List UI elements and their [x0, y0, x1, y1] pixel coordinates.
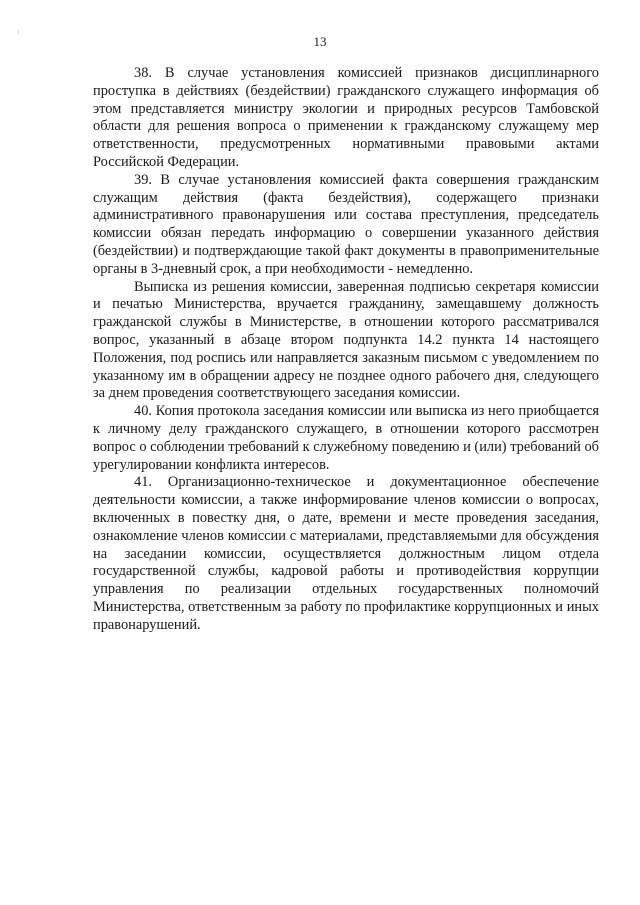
document-body — [93, 65, 599, 635]
paragraph-extract: Выписка из решения комиссии, заверенная подписью секретаря комиссии и печатью Министерства, вручается гражданину, замещавшему должность гражданской службы в Министерстве, в отношении которого рассматривался вопрос, указанный в абзаце втором подпункта 14.2 пункта 14 настоящего Положения, под роспись или направляется заказным письмом с уведомлением по указанному им в обращении адресу не позднее одного рабочего дня, следующего за днем проведения соответствующего заседания комиссии. — [93, 278, 599, 402]
page-number: 13 — [313, 34, 327, 49]
paragraph-41: 41. Организационно-техническое и документационное обеспечение деятельности комиссии, а также информирование членов комиссии о вопросах, включенных в повестку дня, о дате, времени и месте проведения заседания, ознакомление членов комиссии с материалами, представляемыми для обсуждения на заседании комиссии, осуществляется должностным лицом отдела государственной службы, кадровой работы и противодействия коррупции управления по реализации отдельных государственных полномочий Министерства, ответственным за работу по профилактике коррупционных и иных правонарушений. — [93, 474, 599, 633]
paragraph-39: 39. В случае установления комиссией факта совершения гражданским служащим действия (факта бездействия), содержащего признаки административного правонарушения или состава преступления, председатель комиссии обязан передать информацию о совершении указанного действия (бездействии) и подтверждающие такой факт документы в правоприменительные органы в 3-дневный срок, а при необходимости - немедленно. — [93, 171, 599, 277]
paragraph-40: 40. Копия протокола заседания комиссии или выписка из него приобщается к личному делу гражданского служащего, в отношении которого рассмотрен вопрос о соблюдении требований к служебному поведению и (или) требований об урегулировании конфликта интересов. — [93, 403, 599, 473]
paragraph-38: 38. В случае установления комиссией признаков дисциплинарного проступка в действиях (бездействии) гражданского служащего информация об этом представляется министру экологии и природных ресурсов Тамбовской области для решения вопроса о применении к гражданскому служащему мер ответственности, предусмотренных нормативными правовыми актами Российской Федерации. — [93, 65, 599, 170]
